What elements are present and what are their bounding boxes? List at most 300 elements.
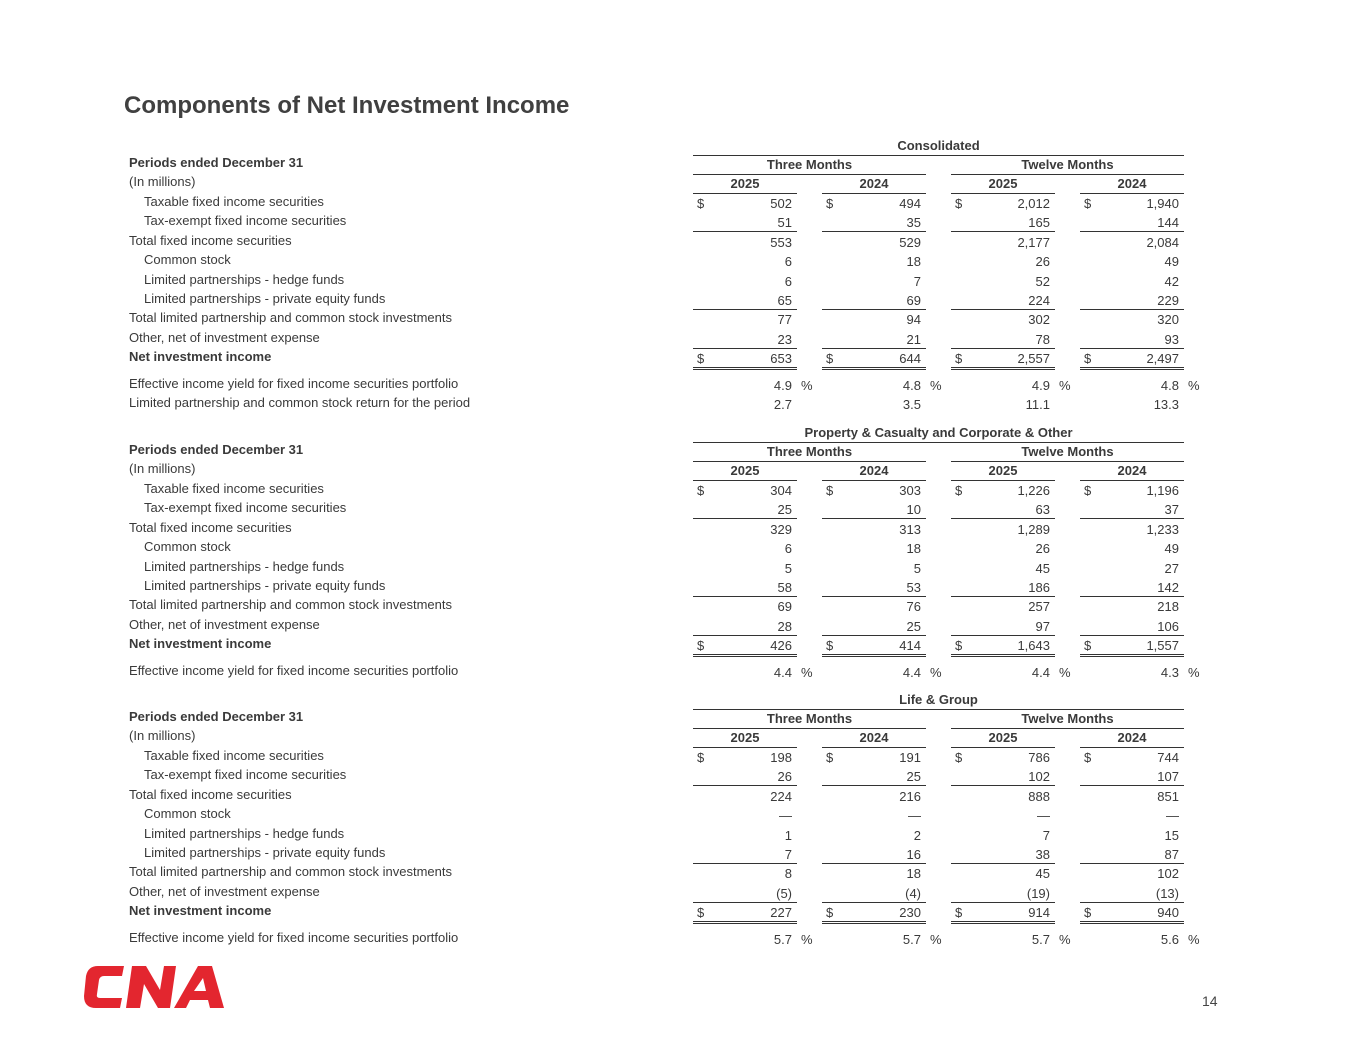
ratio-value: 4.8 (1160, 377, 1179, 393)
year-header: 2024 (1080, 175, 1184, 194)
value-cell (693, 826, 797, 844)
dollar-sign: $ (826, 196, 834, 211)
value-cell (822, 559, 926, 577)
value-cell (1080, 481, 1184, 499)
cell-value: 25 (777, 502, 792, 518)
ratio-cell (693, 395, 797, 413)
value-cell (693, 884, 797, 903)
ratio-value: 5.6 (1160, 931, 1179, 947)
row-label: Total limited partnership and common stock investments (129, 310, 452, 326)
cell-value: 786 (1028, 750, 1050, 765)
value-cell (693, 213, 797, 232)
value-cell (1080, 636, 1184, 657)
cell-value: 37 (1164, 502, 1179, 518)
cell-value: 49 (1164, 254, 1179, 270)
table-row (0, 270, 1365, 289)
value-cell (693, 349, 797, 370)
value-cell (693, 903, 797, 924)
table-row (0, 328, 1365, 347)
ratio-cell (1080, 663, 1184, 681)
cell-value: 502 (770, 196, 792, 211)
cell-value: 529 (899, 234, 921, 250)
value-cell (822, 213, 926, 232)
table-row (0, 901, 1365, 920)
value-cell (951, 767, 1055, 786)
value-cell (822, 787, 926, 805)
value-cell (822, 481, 926, 499)
cell-value: 49 (1164, 541, 1179, 557)
row-label: Total fixed income securities (129, 786, 292, 802)
cell-value: 227 (770, 905, 792, 921)
cell-value: 38 (1035, 847, 1050, 862)
cell-value: 87 (1164, 847, 1179, 862)
table-row (0, 862, 1365, 881)
year-header: 2024 (1080, 462, 1184, 481)
dollar-sign: $ (1084, 905, 1092, 921)
value-cell (951, 481, 1055, 499)
table-row (0, 211, 1365, 230)
value-cell (822, 767, 926, 786)
percent-sign: % (1188, 931, 1200, 947)
ratio-value: 2.7 (773, 397, 792, 412)
cell-value: 257 (1028, 599, 1050, 615)
ratio-value: 4.3 (1160, 664, 1179, 680)
table-row (0, 882, 1365, 901)
page-number: 14 (1202, 993, 1218, 1009)
table-row (0, 308, 1365, 327)
value-cell (693, 597, 797, 615)
value-cell (822, 272, 926, 290)
ratio-value: 4.4 (773, 664, 792, 680)
cell-value: 28 (777, 618, 792, 634)
row-label: Limited partnerships - private equity funds (144, 291, 386, 306)
cell-value: 224 (770, 788, 792, 804)
ratio-cell (1080, 376, 1184, 394)
cell-value: 329 (770, 521, 792, 537)
value-cell (1080, 500, 1184, 519)
section-title: Life & Group (693, 691, 1184, 710)
ratio-label: Effective income yield for fixed income securities portfolio (129, 662, 459, 678)
cell-value: 25 (906, 769, 921, 785)
cell-value: (13) (1155, 885, 1179, 901)
value-cell (1080, 559, 1184, 577)
table-row (0, 576, 1365, 595)
ratio-value: 5.7 (1031, 931, 1050, 947)
cell-value: 888 (1028, 788, 1050, 804)
value-cell (1080, 539, 1184, 557)
ratio-cell (693, 663, 797, 681)
row-label: Limited partnerships - hedge funds (144, 825, 345, 841)
value-cell (822, 864, 926, 882)
value-cell (693, 748, 797, 766)
value-cell (951, 213, 1055, 232)
cna-logo (84, 962, 226, 1010)
cell-value: 426 (770, 638, 792, 654)
dollar-sign: $ (955, 638, 963, 654)
cell-value: 2,084 (1146, 234, 1179, 250)
dollar-sign: $ (697, 196, 705, 211)
row-label: Limited partnerships - hedge funds (144, 271, 345, 287)
dollar-sign: $ (697, 750, 705, 765)
units-label: (In millions) (129, 174, 196, 190)
dollar-sign: $ (826, 351, 834, 367)
value-cell (693, 787, 797, 805)
dollar-sign: $ (955, 483, 963, 498)
year-header: 2024 (822, 729, 926, 748)
table-row (0, 537, 1365, 556)
cell-value: — (908, 808, 921, 824)
table-row (0, 765, 1365, 784)
ratio-value: 4.4 (902, 664, 921, 680)
table-row (0, 192, 1365, 211)
cell-value: 8 (784, 866, 792, 882)
cell-value: 23 (777, 331, 792, 347)
value-cell (822, 845, 926, 864)
cell-value: 52 (1035, 273, 1050, 289)
cell-value: 5 (784, 560, 792, 576)
value-cell (951, 826, 1055, 844)
value-cell (1080, 767, 1184, 786)
row-label: Total limited partnership and common stock investments (129, 597, 452, 613)
ratio-row (0, 661, 1365, 680)
cell-value: 230 (899, 905, 921, 921)
value-cell (1080, 213, 1184, 232)
cell-value: 16 (906, 847, 921, 862)
value-cell (693, 233, 797, 251)
cell-value: 2 (913, 827, 921, 843)
cell-value: 320 (1157, 312, 1179, 328)
value-cell (1080, 864, 1184, 882)
value-cell (693, 330, 797, 349)
cell-value: 77 (777, 312, 792, 328)
percent-sign: % (930, 377, 942, 393)
cell-value: 142 (1157, 580, 1179, 595)
dollar-sign: $ (826, 905, 834, 921)
year-header: 2024 (1080, 729, 1184, 748)
row-label: Total fixed income securities (129, 232, 292, 248)
value-cell (822, 520, 926, 538)
ratio-cell (822, 395, 926, 413)
ratio-cell (951, 395, 1055, 413)
row-label: Common stock (144, 539, 231, 555)
units-label: (In millions) (129, 728, 196, 744)
dollar-sign: $ (1084, 483, 1092, 498)
value-cell (951, 845, 1055, 864)
dollar-sign: $ (955, 196, 963, 211)
ratio-cell (693, 930, 797, 948)
cell-value: 191 (899, 750, 921, 765)
year-header: 2024 (822, 462, 926, 481)
cell-value: — (1166, 808, 1179, 824)
cell-value: 45 (1035, 560, 1050, 576)
section-title: Consolidated (693, 137, 1184, 156)
units-row (0, 172, 1365, 191)
row-label: Tax-exempt fixed income securities (144, 500, 347, 516)
year-header: 2025 (951, 462, 1055, 481)
cell-value: 414 (899, 638, 921, 654)
ratio-row (0, 393, 1365, 412)
twelve-months-header: Twelve Months (951, 443, 1184, 462)
table-row (0, 347, 1365, 366)
value-cell (693, 539, 797, 557)
cell-value: 69 (777, 599, 792, 615)
value-cell (822, 539, 926, 557)
cell-value: 144 (1157, 215, 1179, 231)
table-row (0, 498, 1365, 517)
value-cell (1080, 578, 1184, 597)
cell-value: — (1037, 808, 1050, 824)
dollar-sign: $ (1084, 750, 1092, 765)
table-row (0, 824, 1365, 843)
value-cell (951, 330, 1055, 349)
value-cell (951, 291, 1055, 310)
cell-value: 102 (1028, 769, 1050, 785)
row-label: Net investment income (129, 349, 272, 365)
cell-value: 302 (1028, 312, 1050, 328)
row-label: Limited partnerships - private equity funds (144, 578, 386, 593)
cell-value: 216 (899, 788, 921, 804)
value-cell (951, 578, 1055, 597)
value-cell (1080, 884, 1184, 903)
ratio-cell (1080, 395, 1184, 413)
cell-value: 6 (784, 541, 792, 557)
value-cell (822, 252, 926, 270)
percent-sign: % (930, 664, 942, 680)
value-cell (693, 864, 797, 882)
dollar-sign: $ (955, 351, 963, 367)
value-cell (1080, 845, 1184, 864)
row-label: Total limited partnership and common stock investments (129, 864, 452, 880)
dollar-sign: $ (697, 638, 705, 654)
cell-value: 1,643 (1017, 638, 1050, 654)
cna-logo-mark (84, 966, 224, 1008)
value-cell (951, 617, 1055, 636)
dollar-sign: $ (955, 905, 963, 921)
row-label: Taxable fixed income securities (144, 481, 324, 496)
cell-value: 2,177 (1017, 234, 1050, 250)
value-cell (693, 845, 797, 864)
value-cell (822, 617, 926, 636)
cell-value: 2,557 (1017, 351, 1050, 367)
value-cell (951, 903, 1055, 924)
ratio-value: 5.7 (773, 931, 792, 947)
cell-value: 165 (1028, 215, 1050, 231)
cell-value: 27 (1164, 560, 1179, 576)
cell-value: 313 (899, 521, 921, 537)
cell-value: 1,557 (1146, 638, 1179, 654)
value-cell (822, 903, 926, 924)
value-cell (1080, 233, 1184, 251)
value-cell (693, 272, 797, 290)
periods-row (0, 440, 1365, 459)
cell-value: 1,233 (1146, 521, 1179, 537)
cell-value: 229 (1157, 293, 1179, 308)
ratio-value: 11.1 (1025, 397, 1050, 412)
value-cell (951, 748, 1055, 766)
table-row (0, 518, 1365, 537)
year-header: 2025 (951, 729, 1055, 748)
cell-value: 63 (1035, 502, 1050, 518)
cell-value: 644 (899, 351, 921, 367)
dollar-sign: $ (697, 483, 705, 498)
row-label: Net investment income (129, 636, 272, 652)
table-row (0, 595, 1365, 614)
ratio-value: 3.5 (902, 397, 921, 412)
row-label: Total fixed income securities (129, 519, 292, 535)
cell-value: 940 (1157, 905, 1179, 921)
value-cell (951, 349, 1055, 370)
cell-value: 78 (1035, 331, 1050, 347)
periods-label: Periods ended December 31 (129, 709, 304, 724)
value-cell (951, 252, 1055, 270)
ratio-value: 13.3 (1153, 397, 1179, 412)
table-row (0, 615, 1365, 634)
cell-value: (4) (905, 885, 921, 901)
cell-value: 45 (1035, 866, 1050, 882)
ratio-cell (822, 663, 926, 681)
ratio-value: 4.8 (902, 377, 921, 393)
value-cell (693, 617, 797, 636)
cell-value: 1,196 (1146, 483, 1179, 498)
value-cell (1080, 617, 1184, 636)
three-months-header: Three Months (693, 710, 926, 729)
cell-value: 25 (906, 618, 921, 634)
cell-value: 1,940 (1146, 196, 1179, 211)
ratio-cell (822, 930, 926, 948)
cell-value: 35 (906, 215, 921, 231)
ratio-value: 4.9 (1031, 377, 1050, 393)
cell-value: 304 (770, 483, 792, 498)
cell-value: 58 (777, 580, 792, 595)
cell-value: 18 (906, 541, 921, 557)
cell-value: 1 (784, 827, 792, 843)
section-title: Property & Casualty and Corporate & Other (693, 424, 1184, 443)
value-cell (822, 194, 926, 212)
value-cell (1080, 252, 1184, 270)
value-cell (951, 500, 1055, 519)
value-cell (951, 520, 1055, 538)
table-row (0, 479, 1365, 498)
percent-sign: % (930, 931, 942, 947)
value-cell (951, 884, 1055, 903)
cell-value: 186 (1028, 580, 1050, 595)
cell-value: 94 (906, 312, 921, 328)
dollar-sign: $ (1084, 638, 1092, 654)
percent-sign: % (1188, 377, 1200, 393)
value-cell (693, 194, 797, 212)
value-cell (822, 806, 926, 824)
cell-value: 7 (784, 847, 792, 862)
value-cell (1080, 787, 1184, 805)
value-cell (1080, 291, 1184, 310)
value-cell (951, 597, 1055, 615)
value-cell (822, 291, 926, 310)
dollar-sign: $ (826, 483, 834, 498)
dollar-sign: $ (1084, 196, 1092, 211)
row-label: Other, net of investment expense (129, 883, 320, 899)
table-row (0, 843, 1365, 862)
percent-sign: % (1059, 931, 1071, 947)
row-label: Taxable fixed income securities (144, 748, 324, 763)
table-row (0, 804, 1365, 823)
ratio-cell (822, 376, 926, 394)
ratio-cell (951, 663, 1055, 681)
cell-value: 5 (913, 560, 921, 576)
cell-value: 53 (906, 580, 921, 595)
table-row (0, 231, 1365, 250)
ratio-cell (951, 930, 1055, 948)
cell-value: 7 (913, 273, 921, 289)
cell-value: 15 (1164, 827, 1179, 843)
cell-value: 218 (1157, 599, 1179, 615)
ratio-row (0, 374, 1365, 393)
value-cell (693, 520, 797, 538)
row-label: Tax-exempt fixed income securities (144, 213, 347, 229)
page-title: Components of Net Investment Income (124, 92, 570, 119)
row-label: Limited partnerships - hedge funds (144, 558, 345, 574)
cell-value: 97 (1035, 618, 1050, 634)
cell-value: 7 (1042, 827, 1050, 843)
year-header: 2025 (693, 462, 797, 481)
table-row (0, 289, 1365, 308)
cell-value: 303 (899, 483, 921, 498)
cell-value: 851 (1157, 788, 1179, 804)
cell-value: 69 (906, 293, 921, 308)
dollar-sign: $ (826, 750, 834, 765)
cell-value: 1,226 (1017, 483, 1050, 498)
row-label: Other, net of investment expense (129, 329, 320, 345)
row-label: Net investment income (129, 903, 272, 919)
ratio-label: Effective income yield for fixed income securities portfolio (129, 929, 459, 945)
cell-value: 18 (906, 866, 921, 882)
cell-value: 107 (1157, 769, 1179, 785)
year-header: 2025 (693, 175, 797, 194)
cell-value: 653 (770, 351, 792, 367)
cell-value: 2,012 (1017, 196, 1050, 211)
twelve-months-header: Twelve Months (951, 710, 1184, 729)
periods-label: Periods ended December 31 (129, 155, 304, 170)
cell-value: 102 (1157, 866, 1179, 882)
value-cell (1080, 272, 1184, 290)
value-cell (693, 767, 797, 786)
cell-value: (5) (776, 885, 792, 901)
value-cell (822, 597, 926, 615)
value-cell (1080, 826, 1184, 844)
row-label: Other, net of investment expense (129, 616, 320, 632)
value-cell (1080, 349, 1184, 370)
cell-value: 106 (1157, 618, 1179, 634)
cell-value: 21 (906, 331, 921, 347)
row-label: Taxable fixed income securities (144, 194, 324, 209)
cell-value: 26 (1035, 254, 1050, 270)
ratio-label: Effective income yield for fixed income securities portfolio (129, 375, 459, 391)
value-cell (951, 310, 1055, 328)
value-cell (1080, 597, 1184, 615)
value-cell (822, 349, 926, 370)
cell-value: 42 (1164, 273, 1179, 289)
table-row (0, 785, 1365, 804)
row-label: Tax-exempt fixed income securities (144, 767, 347, 783)
percent-sign: % (801, 664, 813, 680)
value-cell (693, 481, 797, 499)
value-cell (951, 233, 1055, 251)
cell-value: 224 (1028, 293, 1050, 308)
ratio-cell (693, 376, 797, 394)
value-cell (1080, 330, 1184, 349)
cell-value: 553 (770, 234, 792, 250)
value-cell (1080, 194, 1184, 212)
cell-value: 1,289 (1017, 521, 1050, 537)
